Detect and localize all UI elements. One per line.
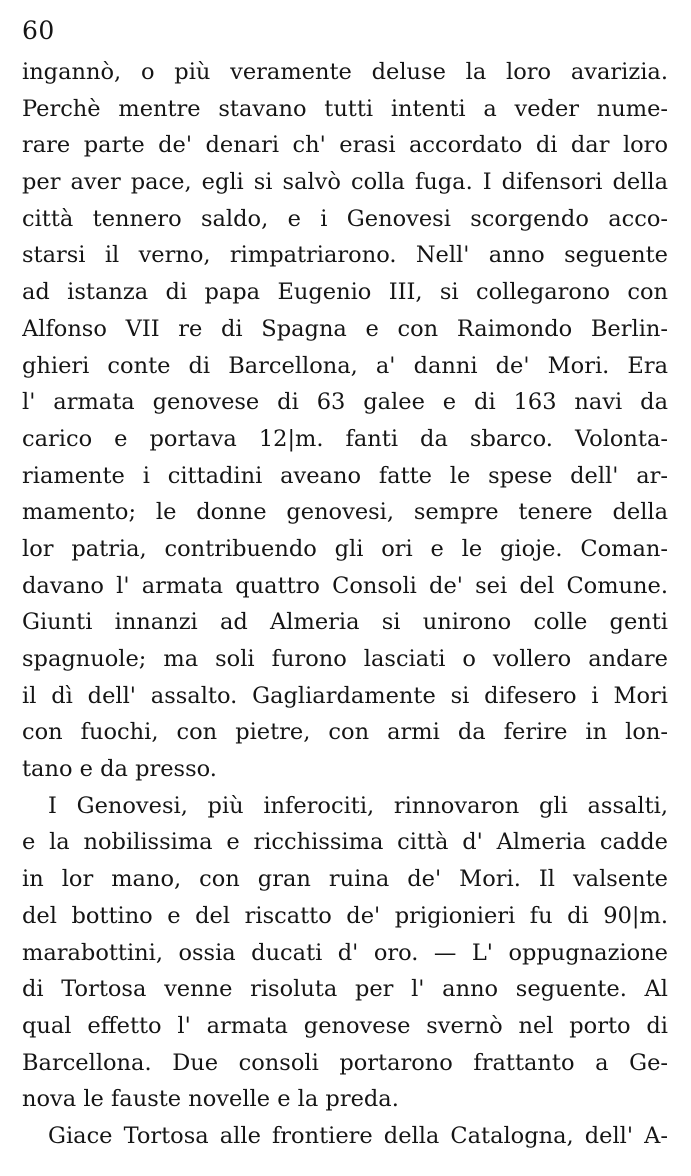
text-line: Barcellona. Due consoli portarono frattanto a Ge-: [22, 1049, 668, 1076]
text-line: qual effetto l' armata genovese svernò nel porto di: [22, 1012, 668, 1039]
text-line: lor patria, contribuendo gli ori e le gioje. Coman-: [22, 535, 668, 562]
text-line: carico e portava 12|m. fanti da sbarco. Volonta-: [22, 425, 668, 452]
text-line: Giace Tortosa alle frontiere della Catalogna, dell' A-: [48, 1122, 668, 1149]
text-line: in lor mano, con gran ruina de' Mori. Il valsente: [22, 866, 668, 893]
text-line: riamente i cittadini aveano fatte le spese dell' ar-: [22, 462, 668, 489]
text-line: con fuochi, con pietre, con armi da ferire in lon-: [22, 719, 668, 746]
text-line: Alfonso VII re di Spagna e con Raimondo Berlin-: [22, 315, 668, 342]
text-line: il dì dell' assalto. Gagliardamente si difesero i Mori: [22, 682, 668, 709]
text-line: città tennero saldo, e i Genovesi scorgendo acco-: [22, 205, 668, 232]
text-line: I Genovesi, più inferociti, rinnovaron gli assalti,: [48, 792, 668, 819]
text-line: l' armata genovese di 63 galee e di 163 navi da: [22, 389, 668, 416]
text-line: nova le fauste novelle e la preda.: [22, 1086, 399, 1113]
text-line: per aver pace, egli si salvò colla fuga. I difensori della: [22, 169, 668, 196]
text-line: davano l' armata quattro Consoli de' sei del Comune.: [22, 572, 668, 599]
text-line: di Tortosa venne risoluta per l' anno seguente. Al: [22, 976, 668, 1003]
text-line: starsi il verno, rimpatriarono. Nell' anno seguente: [22, 242, 668, 269]
text-line: mamento; le donne genovesi, sempre tenere della: [22, 499, 668, 526]
page-number: 60: [22, 16, 55, 45]
paragraph: [22, 1118, 668, 1155]
text-line: rare parte de' denari ch' erasi accordato di dar loro: [22, 132, 668, 159]
text-line: ghieri conte di Barcellona, a' danni de' Mori. Era: [22, 352, 668, 379]
text-line: marabottini, ossia ducati d' oro. — L' oppugnazione: [22, 939, 668, 966]
text-line: ad istanza di papa Eugenio III, si collegarono con: [22, 279, 668, 306]
paragraph: [22, 54, 668, 788]
body-text: [22, 54, 668, 1155]
text-line: e la nobilissima e ricchissima città d' Almeria cadde: [22, 829, 668, 856]
text-line: Perchè mentre stavano tutti intenti a veder nume-: [22, 95, 668, 122]
paragraph: [22, 788, 668, 1118]
text-line: ingannò, o più veramente deluse la loro avarizia.: [22, 59, 668, 85]
text-line: spagnuole; ma soli furono lasciati o vollero andare: [22, 646, 668, 672]
text-line: del bottino e del riscatto de' prigionieri fu di 90|m.: [22, 902, 668, 929]
text-line: Giunti innanzi ad Almeria si unirono colle genti: [22, 609, 668, 636]
text-line: tano e da presso.: [22, 756, 217, 783]
